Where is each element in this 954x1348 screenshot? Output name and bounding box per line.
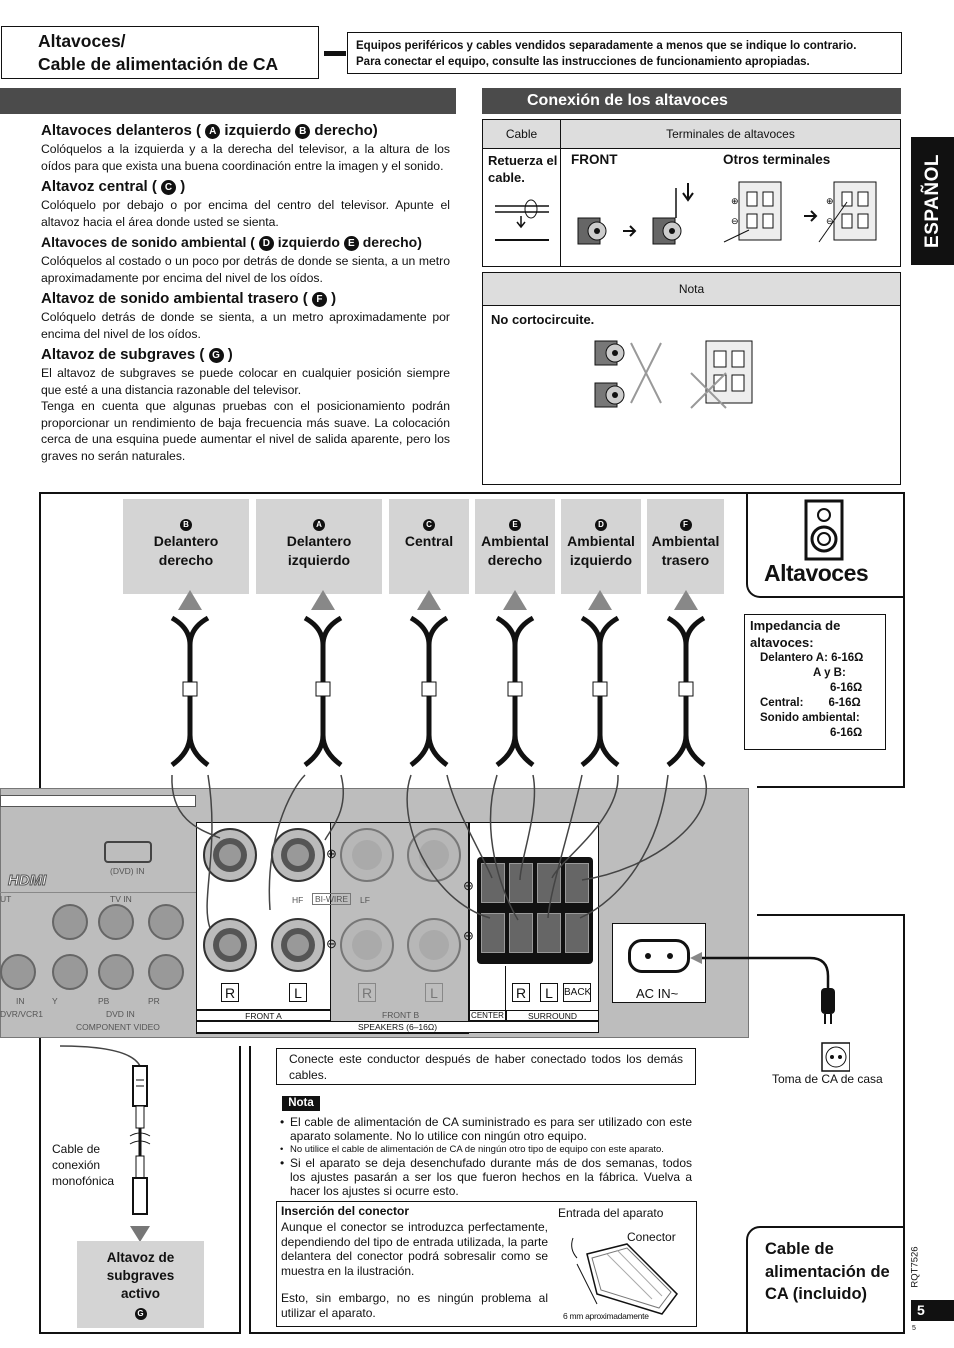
surround-caption: SURROUND — [506, 1010, 599, 1021]
sub-box-line: Altavoz de — [106, 1250, 175, 1265]
speaker-label-text: Ambiental — [481, 533, 549, 549]
doc-code — [903, 1242, 927, 1292]
letter-c-icon: C — [161, 180, 176, 195]
twist-label: Retuerza el cable. — [488, 153, 558, 185]
panel-y-label: Y — [52, 996, 58, 1006]
rear-heading-post: ) — [331, 290, 337, 307]
letter-b-icon: B — [295, 124, 310, 139]
sub-frame-left — [39, 1038, 41, 1334]
doc-code-text: RQT7526 — [909, 1246, 921, 1288]
letter-g-badge: G — [135, 1308, 147, 1320]
surround-heading — [41, 234, 450, 251]
altavoces-panel — [746, 494, 903, 598]
surround-heading-post: derecho) — [362, 234, 422, 250]
connector-insertion-icon — [567, 1224, 692, 1316]
entrada-label: Entrada del aparato — [558, 1206, 664, 1220]
front-heading-post: derecho) — [314, 122, 378, 139]
panel-ut-label: UT — [0, 894, 12, 904]
nota-bullet-1: • El cable de alimentación de CA suministrado es para ser utilizado con este aparato solamente. No lo utilice con ningún otro equipo. — [280, 1115, 692, 1143]
header-note-box — [347, 32, 902, 74]
insertion-text: Aunque el conector se introduzca perfectamente, dependiendo del tipo de entrada utilizada, la parte delantera del conector podrá sobresalir como se muestra en la ilustración. — [281, 1220, 548, 1278]
dvd-in2-label: DVD IN — [106, 1009, 135, 1019]
front-b-caption: FRONT B — [382, 1010, 420, 1020]
dvr-label: DVR/VCR1 — [0, 1009, 43, 1019]
letter-d-icon: D — [259, 236, 274, 251]
conector-label: Conector — [627, 1230, 676, 1244]
speaker-label-text: Ambiental — [567, 533, 635, 549]
speaker-label-text: izquierdo — [287, 552, 351, 568]
svg-text:⊖: ⊖ — [826, 216, 834, 226]
no-short-label: No cortocircuite. — [491, 312, 595, 327]
mono-cable-label: Cable de conexión monofónica — [52, 1142, 115, 1188]
twist-wire-icon — [491, 190, 553, 250]
sub-box-line: activo — [120, 1286, 161, 1301]
panel-in-label: IN — [16, 996, 25, 1006]
speaker-label-surround-right — [475, 499, 555, 594]
nota-bullet-3: • Si el aparato se deja desenchufado durante más de dos semanas, todos los ajustes pasarán a ser los que fueron hechos en la fábrica. Vuelva a hacer los ajustes si ocurre esto. — [280, 1156, 692, 1198]
left-section-bar — [0, 88, 456, 114]
page-title-box — [1, 26, 319, 79]
center-heading — [41, 178, 450, 195]
nota-badge: Nota — [282, 1096, 320, 1111]
svg-text:⊕: ⊕ — [731, 196, 739, 206]
surround-r-label: R — [512, 983, 530, 1002]
sub-heading — [41, 346, 450, 363]
speaker-label-surround-back — [647, 499, 724, 594]
ac-section-top-line — [757, 914, 903, 916]
surround-heading-pre: Altavoces de sonido ambiental ( — [41, 234, 255, 250]
panel-right-line — [757, 786, 905, 788]
front-a-l-label: L — [289, 983, 307, 1002]
speaker-icon — [804, 499, 844, 561]
svg-text:⊕: ⊕ — [826, 196, 834, 206]
outlet-label: Toma de CA de casa — [772, 1072, 883, 1086]
header-note-line2: Para conectar el equipo, consulte las instrucciones de funcionamiento apropiadas. — [356, 56, 810, 68]
nota-header: Nota — [483, 273, 900, 306]
front-b-l-label: L — [425, 983, 443, 1002]
speaker-label-text: Delantero — [153, 533, 219, 549]
surround-l-label: L — [540, 983, 558, 1002]
center-heading-post: ) — [180, 178, 186, 195]
panel-pb-label: PB — [98, 996, 110, 1006]
page-title-line2: Cable de alimentación de CA — [38, 54, 279, 74]
speaker-label-text: izquierdo — [569, 552, 633, 568]
hf-label: HF — [292, 895, 304, 905]
short-circuit-warning-icon — [591, 333, 771, 423]
terminal-table — [482, 119, 901, 267]
impedance-ab-row: A y B: — [813, 667, 846, 679]
surround-plus-symbol: ⊕ — [463, 878, 474, 893]
speaker-label-front-right — [123, 499, 249, 594]
wires-to-terminals — [0, 760, 760, 1000]
biwire-label: BI-WIRE — [312, 893, 351, 905]
front-a-r-label: R — [221, 983, 239, 1002]
mm-label: 6 mm aproximadamente — [563, 1311, 649, 1321]
front-terminal-label: FRONT — [571, 152, 618, 167]
cable-divider — [560, 149, 561, 266]
center-caption: CENTER — [469, 1010, 506, 1021]
letter-e-badge: E — [509, 519, 521, 531]
other-terminal-label: Otros terminales — [723, 152, 831, 167]
minus-symbol: ⊖ — [326, 936, 337, 951]
placement-section — [41, 122, 450, 464]
page-number-badge: 5 — [911, 1300, 954, 1321]
language-tab-label: ESPAÑOL — [921, 154, 943, 248]
dvd-in-label: (DVD) IN — [110, 866, 145, 876]
impedance-ab-val: 6-16Ω — [830, 682, 863, 694]
speaker-label-text: derecho — [487, 552, 543, 568]
sub-heading-pre: Altavoz de subgraves ( — [41, 346, 205, 363]
ac-in-label: AC IN~ — [636, 986, 679, 1001]
speaker-label-front-left — [256, 499, 382, 594]
power-cord-icon — [690, 940, 850, 1080]
letter-d-badge: D — [595, 519, 607, 531]
insertion-title: Inserción del conector — [281, 1204, 410, 1218]
front-heading-pre: Altavoces delanteros ( — [41, 122, 202, 139]
panel-pr-label: PR — [148, 996, 160, 1006]
impedance-front-row: Delantero A: 6-16Ω — [760, 652, 864, 664]
surround-minus-symbol: ⊖ — [463, 928, 474, 943]
impedance-surround-row: Sonido ambiental: — [760, 712, 860, 724]
surround-heading-mid: izquierdo — [277, 234, 344, 250]
connect-note-box: Conecte este conductor después de haber conectado todos los demás cables. — [276, 1048, 696, 1085]
impedance-center-row: Central: 6-16Ω — [760, 697, 861, 709]
title-dash — [324, 51, 346, 56]
insertion-box — [276, 1201, 697, 1327]
letter-g-icon: G — [209, 348, 224, 363]
surround-back-label: BACK — [563, 983, 591, 1002]
sub-box-line: subgraves — [106, 1268, 175, 1283]
letter-c-badge: C — [423, 519, 435, 531]
impedance-surround-val: 6-16Ω — [830, 727, 863, 739]
rear-text: Colóquelo detrás de donde se sienta, a un metro aproximadamente por encima del nivel de los oídos. — [41, 310, 450, 341]
cable-header: Cable — [483, 120, 561, 149]
speaker-label-text: Delantero — [286, 533, 352, 549]
letter-a-badge: A — [313, 519, 325, 531]
letter-a-icon: A — [205, 124, 220, 139]
front-heading-mid: izquierdo — [224, 122, 296, 139]
sub-frame-bottom — [39, 1332, 241, 1334]
page-number-small: 5 — [912, 1325, 916, 1332]
header-note-line1: Equipos periféricos y cables vendidos separadamente a menos que se indique lo contrario. — [356, 40, 857, 52]
component-label: COMPONENT VIDEO — [76, 1022, 160, 1032]
speaker-label-text: Central — [404, 533, 454, 549]
tv-in-label: TV IN — [110, 894, 132, 904]
impedance-box — [744, 614, 886, 750]
insertion-text-2: Esto, sin embargo, no es ningún problema al utilizar el aparato. — [281, 1291, 548, 1320]
surround-text: Colóquelos al costado o un poco por detrás de donde se sienta, a un metro aproximadamente por encima del nivel de los oídos. — [41, 254, 450, 285]
sub-heading-post: ) — [227, 346, 233, 363]
subwoofer-box — [77, 1241, 204, 1328]
sub-text-1: El altavoz de subgraves se puede colocar en cualquier posición siempre que esté a una distancia razonable del televisor. — [41, 366, 450, 397]
front-terminal-icon — [573, 178, 703, 258]
front-b-r-label: R — [358, 983, 376, 1002]
lf-label: LF — [360, 895, 370, 905]
cable-title-panel — [746, 1226, 905, 1334]
front-heading — [41, 122, 450, 139]
rear-heading — [41, 290, 450, 307]
cable-title: Cable de alimentación de CA (incluido) — [765, 1240, 890, 1303]
front-text: Colóquelos a la izquierda y a la derecha del televisor, a la altura de los oídos para que exista una buena coordinación entre la imagen y el sonido. — [41, 142, 450, 173]
connection-title-bar — [482, 88, 901, 114]
page-title-line1: Altavoces/ — [38, 31, 126, 51]
nota-bullet-2: • No utilice el cable de alimentación de CA de ningún otro tipo de equipo con este aparato. — [280, 1144, 664, 1155]
plus-symbol: ⊕ — [326, 846, 337, 861]
impedance-title: Impedancia de altavoces: — [750, 618, 841, 650]
sub-text-2: Tenga en cuenta que algunas pruebas con el posicionamiento podrán proporcionar un rendimiento de baja frecuencia más suave. La colocación cerca de una esquina puede aumentar el nivel de salida aparente, pero los graves no serán naturales. — [41, 399, 450, 463]
letter-e-icon: E — [344, 236, 359, 251]
nota-list — [280, 1115, 692, 1198]
connection-title: Conexión de los altavoces — [527, 92, 728, 109]
speaker-label-surround-left — [561, 499, 641, 594]
terminals-header: Terminales de altavoces — [561, 120, 900, 149]
diagram-frame-right — [903, 492, 905, 786]
center-heading-pre: Altavoz central ( — [41, 178, 157, 195]
altavoces-title: Altavoces — [764, 560, 869, 586]
ac-frame-left — [249, 1046, 251, 1334]
speaker-label-center — [389, 499, 469, 594]
sub-frame-right — [239, 1046, 241, 1334]
speaker-label-text: trasero — [661, 552, 710, 568]
rear-heading-pre: Altavoz de sonido ambiental trasero ( — [41, 290, 308, 307]
letter-b-badge: B — [180, 519, 192, 531]
front-a-caption: FRONT A — [196, 1010, 331, 1021]
center-text: Colóquelo por debajo o por encima del centro del televisor. Apunte el altavoz hacia el área donde usted se sienta. — [41, 198, 450, 229]
speaker-label-text: derecho — [158, 552, 214, 568]
speakers-caption: SPEAKERS (6–16Ω) — [196, 1021, 599, 1033]
nota-table — [482, 272, 901, 485]
speaker-label-text: Ambiental — [651, 533, 720, 549]
language-tab — [911, 137, 954, 265]
svg-text:⊖: ⊖ — [731, 216, 739, 226]
letter-f-icon: F — [312, 292, 327, 307]
other-terminal-icon — [719, 172, 899, 262]
hdmi-logo: HDMI — [8, 872, 47, 889]
letter-f-badge: F — [680, 519, 692, 531]
